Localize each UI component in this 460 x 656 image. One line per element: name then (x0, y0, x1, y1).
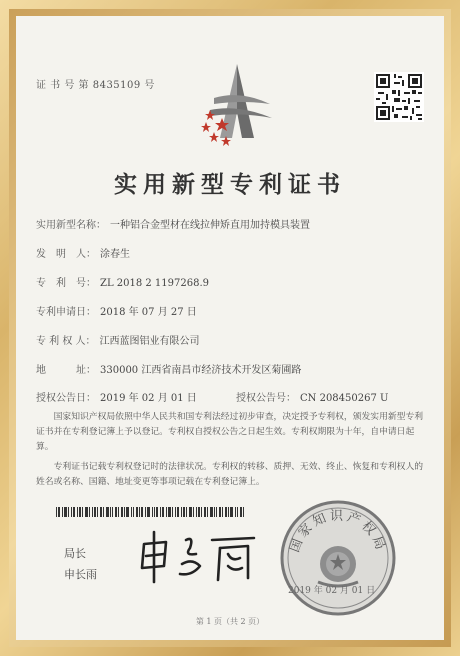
field-label: 专利申请日： (36, 307, 96, 318)
page-footer: 第 1 页（共 2 页） (195, 617, 265, 626)
field-label: 地 址： (36, 365, 96, 376)
field-utility-model-name (36, 216, 310, 231)
field-value: CN 208450267 U (300, 393, 389, 404)
field-value: ZL 2018 2 1197268.9 (100, 278, 210, 289)
field-label: 授权公告日： (36, 393, 96, 404)
field-label: 专 利 权 人： (36, 336, 96, 347)
qr-code-icon (374, 72, 424, 122)
seal-text: 国家知识产权局 (287, 509, 389, 555)
field-label: 发 明 人： (36, 249, 96, 260)
field-grant-date (36, 389, 197, 404)
handwritten-signature (136, 526, 266, 586)
field-value: 江西蓝图铝业有限公司 (99, 336, 200, 347)
field-patentee (36, 332, 200, 347)
field-value: 2018 年 07 月 27 日 (100, 307, 197, 318)
field-value: 2019 年 02 月 01 日 (100, 393, 197, 404)
certificate-title: 实用新型专利证书 (114, 171, 346, 198)
cnipa-emblem-icon (192, 60, 282, 150)
certificate-paper (16, 16, 444, 640)
field-value: 一种铝合金型材在线拉伸矫直用加持模具装置 (110, 220, 310, 231)
barcode-icon (56, 507, 246, 517)
field-inventor (36, 245, 130, 260)
field-label: 实用新型名称： (36, 220, 106, 231)
field-label: 授权公告号： (236, 393, 296, 404)
field-filing-date (36, 303, 197, 318)
grant-statement-paragraph: 国家知识产权局依照中华人民共和国专利法经过初步审查，决定授予专利权，颁发实用新型专利证书并在专利登记簿上予以登记。专利权自授权公告之日起生效。专利权期限为十年，自申请日起算。 (36, 412, 424, 452)
field-patent-number (36, 274, 209, 289)
seal-date: 2019 年 02 月 01 日 (288, 586, 376, 596)
certificate-number: 证 书 号 第 8435109 号 (36, 80, 155, 91)
field-announcement-number (236, 389, 388, 404)
legal-status-paragraph: 专利证书记载专利权登记时的法律状况。专利权的转移、质押、无效、终止、恢复和专利权人的姓名或名称、国籍、地址变更等事项记载在专利登记簿上。 (36, 462, 424, 487)
official-seal (278, 498, 398, 618)
commissioner-title: 局长 (64, 547, 86, 560)
commissioner-name: 申长雨 (64, 568, 97, 581)
field-value: 330000 江西省南昌市经济技术开发区菊圃路 (100, 365, 302, 376)
field-value: 涂春生 (100, 249, 130, 260)
field-label: 专 利 号： (36, 278, 96, 289)
field-address (36, 361, 301, 376)
